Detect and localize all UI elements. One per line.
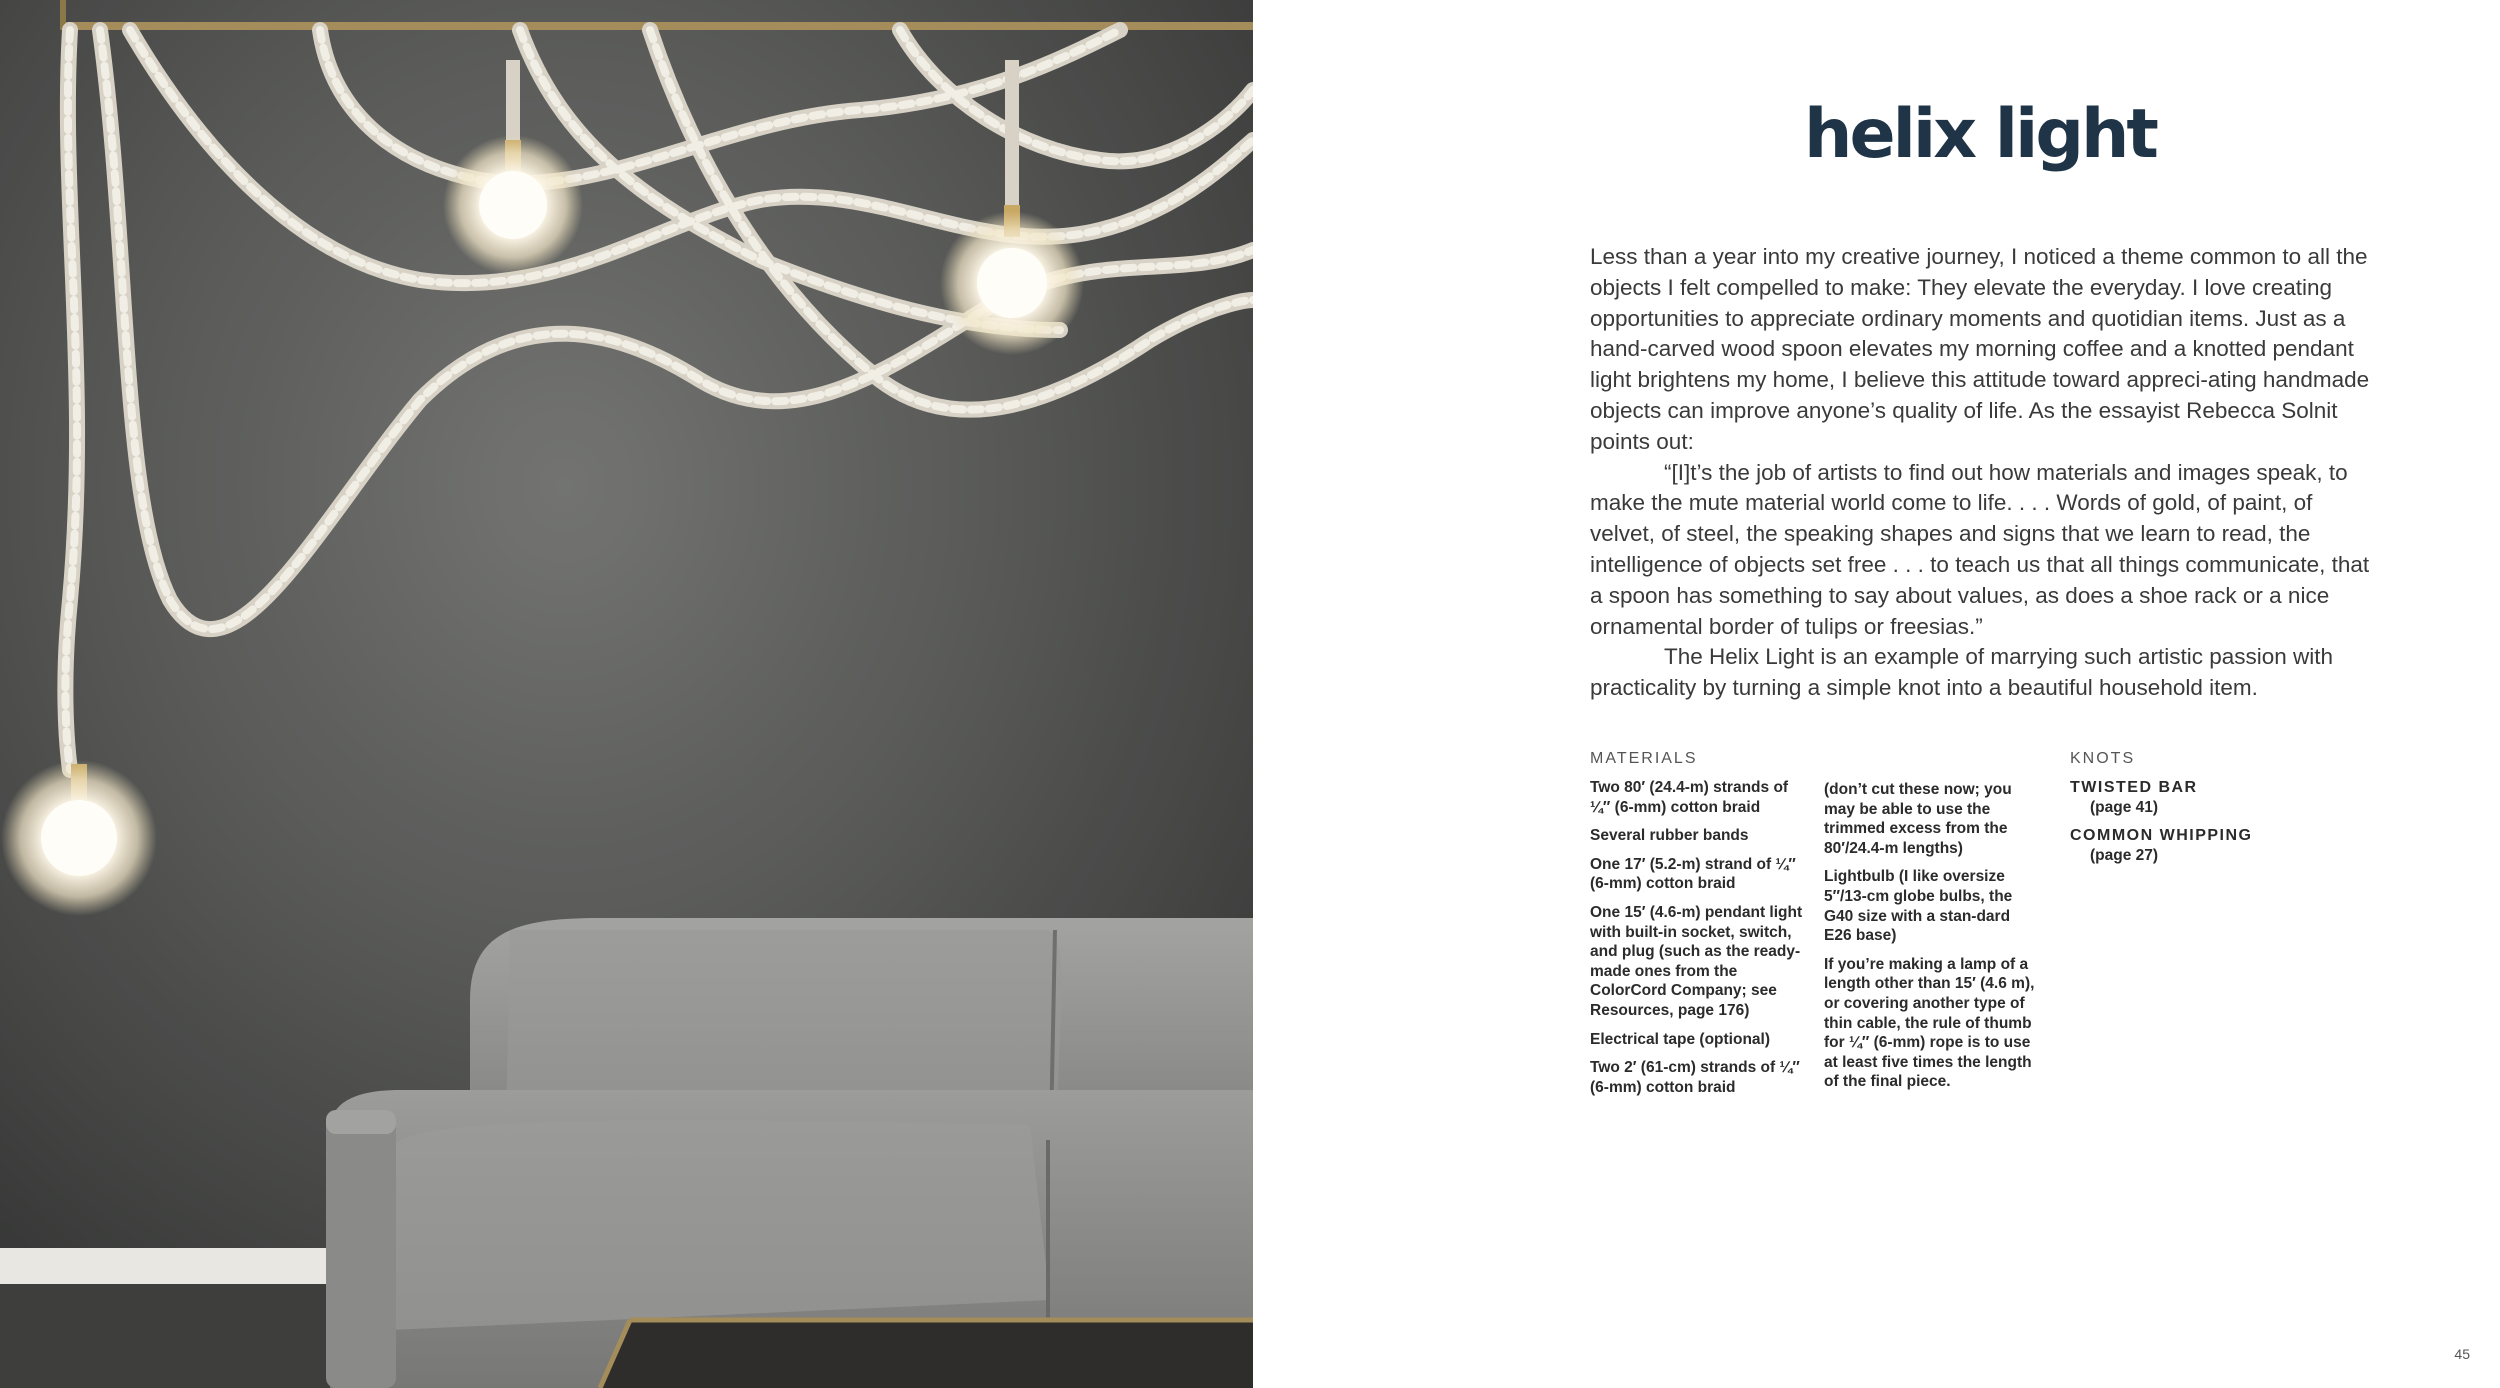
materials-item: Two 80′ (24.4-m) strands of ¼″ (6-mm) cotton braid	[1590, 779, 1789, 816]
materials-label: MATERIALS	[1590, 750, 1698, 767]
knot-name: COMMON WHIPPING	[2070, 827, 2253, 844]
materials-item: Electrical tape (optional)	[1590, 1030, 1771, 1048]
materials-item: Two 2′ (61-cm) strands of ¼″ (6-mm) cotton braid	[1590, 1059, 1800, 1096]
body-paragraph: The Helix Light is an example of marrying such artistic passion with practicality by turning a simple knot into a beautiful household item.	[1590, 644, 2334, 701]
materials-item: (don’t cut these now; you may be able to use the trimmed excess from the 80′/24.4-m lengths)	[1824, 781, 2012, 857]
materials-item: One 17′ (5.2-m) strand of ¼″ (6-mm) cotton braid	[1590, 855, 1796, 893]
materials-item: Lightbulb (I like oversize 5″/13-cm globe bulbs, the G40 size with a stan-dard E26 base)	[1824, 868, 2013, 945]
body-copy	[1590, 242, 2380, 704]
body-paragraph: Less than a year into my creative journey, I noticed a theme common to all the objects I felt compelled to make: They elevate the everyday. I love creating opportunities to appreciate ordinary moments and quotidian items. Just as a hand-carved wood spoon elevates my morning coffee and a knotted pendant light brightens my home, I believe this attitude toward appreci-ating handmade objects can improve anyone’s quality of life. As the essayist Rebecca Solnit points out:	[1590, 244, 2370, 454]
materials-note: If you’re making a lamp of a length other than 15′ (4.6 m), or covering another type of thin cable, the rule of thumb for ¼″ (6-mm) rope is to use at least five times the length of the final piece.	[1824, 955, 2035, 1091]
knot-name: TWISTED BAR	[2070, 779, 2198, 796]
materials-column-2	[1824, 780, 2036, 1101]
quote-paragraph: “[I]t’s the job of artists to find out how materials and images speak, to make the mute material world come to life. . . . Words of gold, of paint, of velvet, of steel, the speaking shapes and signs that we learn to read, the intelligence of objects set free . . . to teach us that all things communicate, that a spoon has something to say about values, as does a shoe rack or a nice ornamental border of tulips or freesias.”	[1590, 459, 2370, 639]
materials-item: Several rubber bands	[1590, 827, 1749, 845]
knots-label: KNOTS	[2070, 750, 2136, 767]
materials-item: One 15′ (4.6-m) pendant light with built-in socket, switch, and plug (such as the ready-made ones from the ColorCord Company; see Resources, page 176)	[1590, 903, 1803, 1019]
knot-page-ref: (page 27)	[2090, 847, 2159, 864]
knot-page-ref: (page 41)	[2090, 799, 2159, 816]
page-number: 45	[2454, 1346, 2470, 1362]
materials-column-1	[1590, 750, 1805, 1106]
knots-column	[2070, 750, 2330, 874]
page-title: helix light	[1804, 95, 2156, 174]
